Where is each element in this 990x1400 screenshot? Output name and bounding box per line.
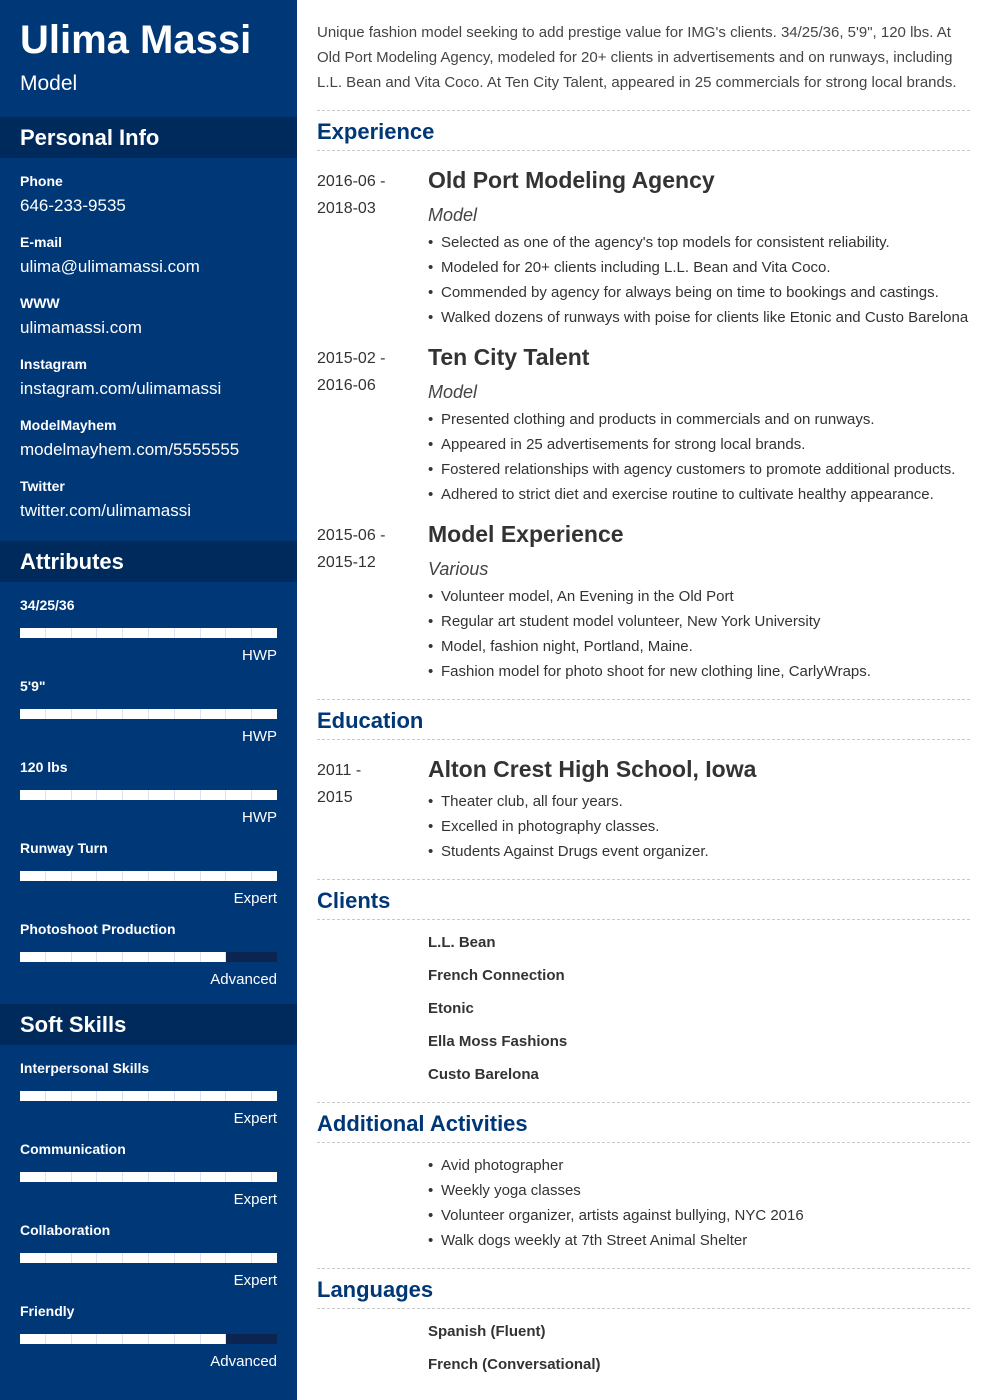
list-item: • Avid photographer bbox=[428, 1153, 973, 1178]
soft-skill-name: Friendly bbox=[20, 1303, 75, 1319]
rating-segment-filled bbox=[175, 952, 201, 962]
attribute-name: Photoshoot Production bbox=[20, 921, 176, 937]
languages-heading: Languages bbox=[317, 1277, 434, 1302]
rating-segment-filled bbox=[97, 1334, 123, 1344]
list-item: • Modeled for 20+ clients including L.L. Bean and Vita Coco. bbox=[428, 255, 973, 280]
rating-segment-filled bbox=[46, 871, 72, 881]
profile-summary: Unique fashion model seeking to add prestige value for IMG's clients. 34/25/36, 5'9", 120 lbs. At Old Port Modeling Agency, modeled for 20+ clients in advertisements and on runways, including L.L. Bean and Vita Coco. At Ten City Talent, appeared in 25 commercials for strong local brands. bbox=[317, 24, 957, 91]
attribute-level: Expert bbox=[233, 890, 277, 907]
rating-segment-filled bbox=[226, 1172, 252, 1182]
attribute-item bbox=[20, 839, 277, 908]
rating-segment-filled bbox=[20, 709, 46, 719]
clients-heading: Clients bbox=[317, 888, 391, 913]
rating-segment-filled bbox=[123, 952, 149, 962]
rating-segment-filled bbox=[20, 1334, 46, 1344]
date-start: 2015-02 - bbox=[317, 350, 386, 367]
rating-segment-filled bbox=[252, 1253, 277, 1263]
rating-segment-filled bbox=[46, 709, 72, 719]
contact-instagram bbox=[20, 355, 290, 400]
divider bbox=[317, 1102, 970, 1103]
main-content bbox=[317, 0, 970, 1400]
contact-label: Twitter bbox=[20, 478, 65, 494]
rating-segment-filled bbox=[123, 628, 149, 638]
rating-segment-filled bbox=[201, 1172, 227, 1182]
rating-segment-filled bbox=[20, 871, 46, 881]
client-item: Etonic bbox=[428, 1000, 474, 1017]
soft-skill-name: Interpersonal Skills bbox=[20, 1060, 150, 1076]
contact-label: Instagram bbox=[20, 356, 87, 372]
list-item: • Volunteer model, An Evening in the Old Port bbox=[428, 584, 973, 609]
soft-skill-item bbox=[20, 1059, 277, 1128]
rating-segment-filled bbox=[20, 628, 46, 638]
list-item: • Presented clothing and products in commercials and on runways. bbox=[428, 407, 973, 432]
experience-role: Model bbox=[428, 382, 478, 402]
attribute-rating-bar bbox=[20, 790, 277, 800]
attribute-name: 120 lbs bbox=[20, 759, 68, 775]
attribute-rating-bar bbox=[20, 709, 277, 719]
list-item: • Selected as one of the agency's top models for consistent reliability. bbox=[428, 230, 973, 255]
rating-segment-filled bbox=[175, 628, 201, 638]
rating-segment-filled bbox=[149, 628, 175, 638]
experience-date bbox=[317, 345, 417, 399]
soft-skill-rating-bar bbox=[20, 1334, 277, 1344]
contact-value: ulimamassi.com bbox=[20, 318, 142, 337]
rating-segment-filled bbox=[72, 1253, 98, 1263]
contact-email bbox=[20, 233, 290, 278]
date-start: 2016-06 - bbox=[317, 173, 386, 190]
experience-role: Various bbox=[428, 559, 489, 579]
list-item: • Students Against Drugs event organizer. bbox=[428, 839, 973, 864]
list-item: • Model, fashion night, Portland, Maine. bbox=[428, 634, 973, 659]
experience-company: Model Experience bbox=[428, 521, 624, 547]
language-item: French (Conversational) bbox=[428, 1356, 601, 1373]
rating-segment-filled bbox=[123, 1091, 149, 1101]
list-item: • Adhered to strict diet and exercise routine to cultivate healthy appearance. bbox=[428, 482, 973, 507]
rating-segment-filled bbox=[149, 1334, 175, 1344]
rating-segment-filled bbox=[97, 871, 123, 881]
education-school: Alton Crest High School, Iowa bbox=[428, 756, 757, 782]
rating-segment-filled bbox=[252, 871, 277, 881]
rating-segment-filled bbox=[72, 1172, 98, 1182]
list-item: • Commended by agency for always being on time to bookings and castings. bbox=[428, 280, 973, 305]
divider bbox=[317, 699, 970, 700]
list-item: • Volunteer organizer, artists against bullying, NYC 2016 bbox=[428, 1203, 973, 1228]
list-item: • Theater club, all four years. bbox=[428, 789, 973, 814]
divider bbox=[317, 1308, 970, 1309]
list-item: • Walk dogs weekly at 7th Street Animal Shelter bbox=[428, 1228, 973, 1253]
rating-segment-filled bbox=[252, 1172, 277, 1182]
rating-segment-filled bbox=[175, 709, 201, 719]
rating-segment-filled bbox=[97, 1091, 123, 1101]
date-end: 2015-12 bbox=[317, 554, 376, 571]
contact-label: WWW bbox=[20, 295, 60, 311]
rating-segment-filled bbox=[97, 790, 123, 800]
attribute-name: 34/25/36 bbox=[20, 597, 75, 613]
contact-value: instagram.com/ulimamassi bbox=[20, 379, 222, 398]
rating-segment-filled bbox=[175, 871, 201, 881]
rating-segment-filled bbox=[175, 1172, 201, 1182]
attribute-rating-bar bbox=[20, 952, 277, 962]
contact-value: 646-233-9535 bbox=[20, 196, 126, 215]
soft-skill-level: Expert bbox=[233, 1191, 277, 1208]
attribute-name: Runway Turn bbox=[20, 840, 108, 856]
rating-segment-filled bbox=[46, 790, 72, 800]
rating-segment-empty bbox=[226, 952, 252, 962]
rating-segment-filled bbox=[149, 1253, 175, 1263]
client-item: Custo Barelona bbox=[428, 1066, 539, 1083]
rating-segment-filled bbox=[252, 1091, 277, 1101]
rating-segment-filled bbox=[226, 1253, 252, 1263]
rating-segment-empty bbox=[252, 1334, 277, 1344]
attribute-item bbox=[20, 758, 277, 827]
divider bbox=[317, 919, 970, 920]
soft-skill-item bbox=[20, 1221, 277, 1290]
activities-list bbox=[428, 1153, 973, 1253]
date-start: 2011 - bbox=[317, 762, 362, 779]
clients-list bbox=[428, 926, 567, 1091]
date-start: 2015-06 - bbox=[317, 527, 386, 544]
list-item: • Regular art student model volunteer, New York University bbox=[428, 609, 973, 634]
list-item: • Fostered relationships with agency customers to promote additional products. bbox=[428, 457, 973, 482]
rating-segment-filled bbox=[201, 709, 227, 719]
attribute-level: HWP bbox=[242, 728, 277, 745]
rating-segment-filled bbox=[149, 871, 175, 881]
rating-segment-filled bbox=[123, 790, 149, 800]
rating-segment-filled bbox=[20, 1172, 46, 1182]
attribute-rating-bar bbox=[20, 871, 277, 881]
rating-segment-empty bbox=[226, 1334, 252, 1344]
divider bbox=[317, 1268, 970, 1269]
rating-segment-filled bbox=[252, 628, 277, 638]
attribute-item bbox=[20, 677, 277, 746]
experience-date bbox=[317, 522, 417, 576]
client-item: L.L. Bean bbox=[428, 934, 496, 951]
rating-segment-filled bbox=[123, 709, 149, 719]
date-end: 2015 bbox=[317, 789, 353, 806]
attribute-level: HWP bbox=[242, 647, 277, 664]
rating-segment-filled bbox=[20, 1091, 46, 1101]
attribute-item bbox=[20, 596, 277, 665]
rating-segment-filled bbox=[97, 709, 123, 719]
rating-segment-filled bbox=[149, 790, 175, 800]
candidate-title: Model bbox=[20, 72, 78, 95]
rating-segment-filled bbox=[252, 790, 277, 800]
list-item: • Weekly yoga classes bbox=[428, 1178, 973, 1203]
experience-date bbox=[317, 168, 417, 222]
list-item: • Appeared in 25 advertisements for strong local brands. bbox=[428, 432, 973, 457]
attribute-name: 5'9" bbox=[20, 678, 46, 694]
rating-segment-filled bbox=[149, 952, 175, 962]
client-item: French Connection bbox=[428, 967, 565, 984]
contact-label: ModelMayhem bbox=[20, 417, 117, 433]
rating-segment-filled bbox=[149, 709, 175, 719]
rating-segment-filled bbox=[72, 871, 98, 881]
rating-segment-filled bbox=[201, 1253, 227, 1263]
contact-modelmayhem bbox=[20, 416, 290, 461]
divider bbox=[317, 739, 970, 740]
rating-segment-filled bbox=[175, 1334, 201, 1344]
experience-role: Model bbox=[428, 205, 478, 225]
attribute-rating-bar bbox=[20, 628, 277, 638]
date-end: 2018-03 bbox=[317, 200, 376, 217]
rating-segment-filled bbox=[149, 1172, 175, 1182]
soft-skill-item bbox=[20, 1302, 277, 1371]
experience-bullets bbox=[428, 584, 973, 684]
rating-segment-filled bbox=[20, 790, 46, 800]
rating-segment-filled bbox=[46, 952, 72, 962]
contact-value: ulima@ulimamassi.com bbox=[20, 257, 200, 276]
soft-skill-level: Expert bbox=[233, 1110, 277, 1127]
contact-label: E-mail bbox=[20, 234, 63, 250]
personal-info-heading: Personal Info bbox=[0, 117, 297, 158]
rating-segment-filled bbox=[46, 628, 72, 638]
rating-segment-empty bbox=[252, 952, 277, 962]
rating-segment-filled bbox=[20, 952, 46, 962]
rating-segment-filled bbox=[226, 709, 252, 719]
sidebar bbox=[0, 0, 297, 1400]
education-heading: Education bbox=[317, 708, 424, 733]
rating-segment-filled bbox=[226, 790, 252, 800]
attribute-level: HWP bbox=[242, 809, 277, 826]
contact-phone bbox=[20, 172, 290, 217]
list-item: • Excelled in photography classes. bbox=[428, 814, 973, 839]
list-item: • Walked dozens of runways with poise for clients like Etonic and Custo Barelona bbox=[428, 305, 973, 330]
divider bbox=[317, 110, 970, 111]
experience-bullets bbox=[428, 407, 973, 507]
contact-twitter bbox=[20, 477, 290, 522]
education-bullets bbox=[428, 789, 973, 864]
rating-segment-filled bbox=[226, 871, 252, 881]
rating-segment-filled bbox=[252, 709, 277, 719]
attributes-heading: Attributes bbox=[0, 541, 297, 582]
contact-label: Phone bbox=[20, 173, 63, 189]
experience-heading: Experience bbox=[317, 119, 435, 144]
attribute-level: Advanced bbox=[210, 971, 277, 988]
soft-skill-item bbox=[20, 1140, 277, 1209]
contact-value: modelmayhem.com/5555555 bbox=[20, 440, 240, 459]
rating-segment-filled bbox=[226, 1091, 252, 1101]
rating-segment-filled bbox=[201, 790, 227, 800]
rating-segment-filled bbox=[72, 709, 98, 719]
soft-skill-rating-bar bbox=[20, 1091, 277, 1101]
soft-skill-rating-bar bbox=[20, 1172, 277, 1182]
rating-segment-filled bbox=[123, 871, 149, 881]
language-item: Spanish (Fluent) bbox=[428, 1323, 546, 1340]
attribute-item bbox=[20, 920, 277, 989]
rating-segment-filled bbox=[72, 952, 98, 962]
rating-segment-filled bbox=[175, 1253, 201, 1263]
soft-skill-level: Advanced bbox=[210, 1353, 277, 1370]
rating-segment-filled bbox=[123, 1172, 149, 1182]
rating-segment-filled bbox=[72, 1091, 98, 1101]
rating-segment-filled bbox=[201, 871, 227, 881]
client-item: Ella Moss Fashions bbox=[428, 1033, 568, 1050]
contact-value: twitter.com/ulimamassi bbox=[20, 501, 191, 520]
rating-segment-filled bbox=[201, 1091, 227, 1101]
rating-segment-filled bbox=[46, 1172, 72, 1182]
rating-segment-filled bbox=[46, 1334, 72, 1344]
divider bbox=[317, 1142, 970, 1143]
candidate-name: Ulima Massi bbox=[20, 18, 252, 62]
contact-www bbox=[20, 294, 290, 339]
divider bbox=[317, 150, 970, 151]
rating-segment-filled bbox=[97, 952, 123, 962]
soft-skill-level: Expert bbox=[233, 1272, 277, 1289]
rating-segment-filled bbox=[20, 1253, 46, 1263]
rating-segment-filled bbox=[175, 1091, 201, 1101]
education-date bbox=[317, 757, 417, 811]
experience-company: Old Port Modeling Agency bbox=[428, 167, 715, 193]
rating-segment-filled bbox=[46, 1091, 72, 1101]
activities-heading: Additional Activities bbox=[317, 1111, 528, 1136]
rating-segment-filled bbox=[72, 790, 98, 800]
divider bbox=[317, 879, 970, 880]
list-item: • Fashion model for photo shoot for new clothing line, CarlyWraps. bbox=[428, 659, 973, 684]
rating-segment-filled bbox=[46, 1253, 72, 1263]
rating-segment-filled bbox=[72, 1334, 98, 1344]
rating-segment-filled bbox=[123, 1334, 149, 1344]
soft-skill-rating-bar bbox=[20, 1253, 277, 1263]
date-end: 2016-06 bbox=[317, 377, 376, 394]
soft-skill-name: Collaboration bbox=[20, 1222, 111, 1238]
rating-segment-filled bbox=[72, 628, 98, 638]
experience-bullets bbox=[428, 230, 973, 330]
rating-segment-filled bbox=[201, 628, 227, 638]
rating-segment-filled bbox=[175, 790, 201, 800]
rating-segment-filled bbox=[201, 952, 227, 962]
rating-segment-filled bbox=[123, 1253, 149, 1263]
soft-skills-heading: Soft Skills bbox=[0, 1004, 297, 1045]
rating-segment-filled bbox=[97, 1253, 123, 1263]
rating-segment-filled bbox=[97, 628, 123, 638]
soft-skill-name: Communication bbox=[20, 1141, 126, 1157]
languages-list bbox=[428, 1315, 601, 1381]
rating-segment-filled bbox=[97, 1172, 123, 1182]
rating-segment-filled bbox=[201, 1334, 227, 1344]
rating-segment-filled bbox=[226, 628, 252, 638]
experience-company: Ten City Talent bbox=[428, 344, 590, 370]
rating-segment-filled bbox=[149, 1091, 175, 1101]
